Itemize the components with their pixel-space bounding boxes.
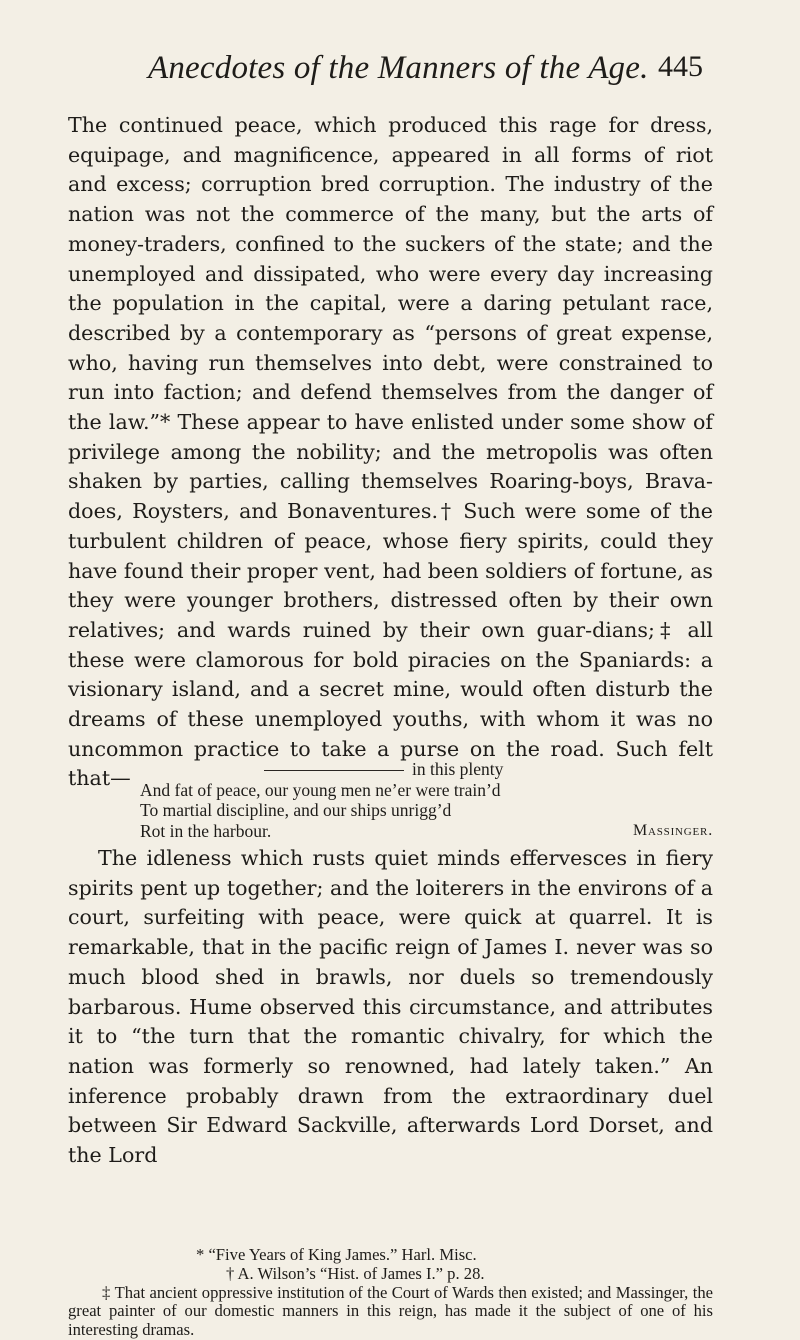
- running-title: Anecdotes of the Manners of the Age.: [148, 50, 649, 86]
- paragraph-2: The idleness which rusts quiet minds effervesces in fiery spirits pent up together; and the loiterers in the environs of a court, surfeiting with peace, were quick at quarrel. It is remarkable, that in the pacific reign of James I. never was so much blood shed in brawls, nor duels so tremendously barbarous. Hume observed this circumstance, and attributes it to “the turn that the romantic chivalry, for which the nation was formerly so renowned, had lately taken.” An inference probably drawn from the extraordinary duel between Sir Edward Sackville, afterwards Lord Dorset, and the Lord: [68, 846, 713, 1168]
- quote-line-2: And fat of peace, our young men ne’er were train’d: [140, 779, 501, 800]
- quote-line-1-text: in this plenty: [412, 759, 504, 779]
- footnote-1: * “Five Years of King James.” Harl. Misc.: [196, 1245, 477, 1264]
- footnote-3: ‡ That ancient oppressive institution of the Court of Wards then existed; and Massinger, the great painter of our domestic manners in this reign, has made it the subject of one of his interesting dramas.: [68, 1282, 713, 1340]
- quote-attribution: Massinger.: [632, 821, 713, 839]
- page-number: 445: [658, 50, 703, 83]
- paragraph-1: The continued peace, which produced this rage for dress, equipage, and magnificence, appeared in all forms of riot and excess; corruption bred corruption. The industry of the nation was not the commerce of the many, but the arts of money-traders, confined to the suckers of the state; and the unemployed and dissipated, who were every day increasing the population in the capital, were a daring petulant race, described by a contemporary as “persons of great expense, who, having run themselves into debt, were constrained to run into faction; and defend themselves from the danger of the law.”* These appear to have enlisted under some show of privilege among the nobility; and the metropolis was often shaken by parties, calling themselves Roaring-boys, Brava-does, Roysters, and Bonaventures.† Such were some of the turbulent children of peace, whose fiery spirits, could they have found their proper vent, had been soldiers of fortune, as they were younger brothers, distressed often by their own relatives; and wards ruined by their own guar-dians;‡ all these were clamorous for bold piracies on the Spaniards: a visionary island, and a secret mine, would often disturb the dreams of these unemployed youths, with whom it was no uncommon practice to take a purse on the road. Such felt that—: [68, 113, 713, 791]
- quote-dash-rule: [264, 770, 404, 771]
- footnotes: [68, 1246, 713, 1340]
- quote-line-3: To martial discipline, and our ships unrigg’d: [140, 800, 452, 820]
- quote-line-4: Rot in the harbour.: [140, 820, 272, 841]
- verse-quotation: [140, 759, 713, 841]
- footnote-2: † A. Wilson’s “Hist. of James I.” p. 28.: [226, 1263, 485, 1283]
- quote-line-1: [140, 759, 713, 780]
